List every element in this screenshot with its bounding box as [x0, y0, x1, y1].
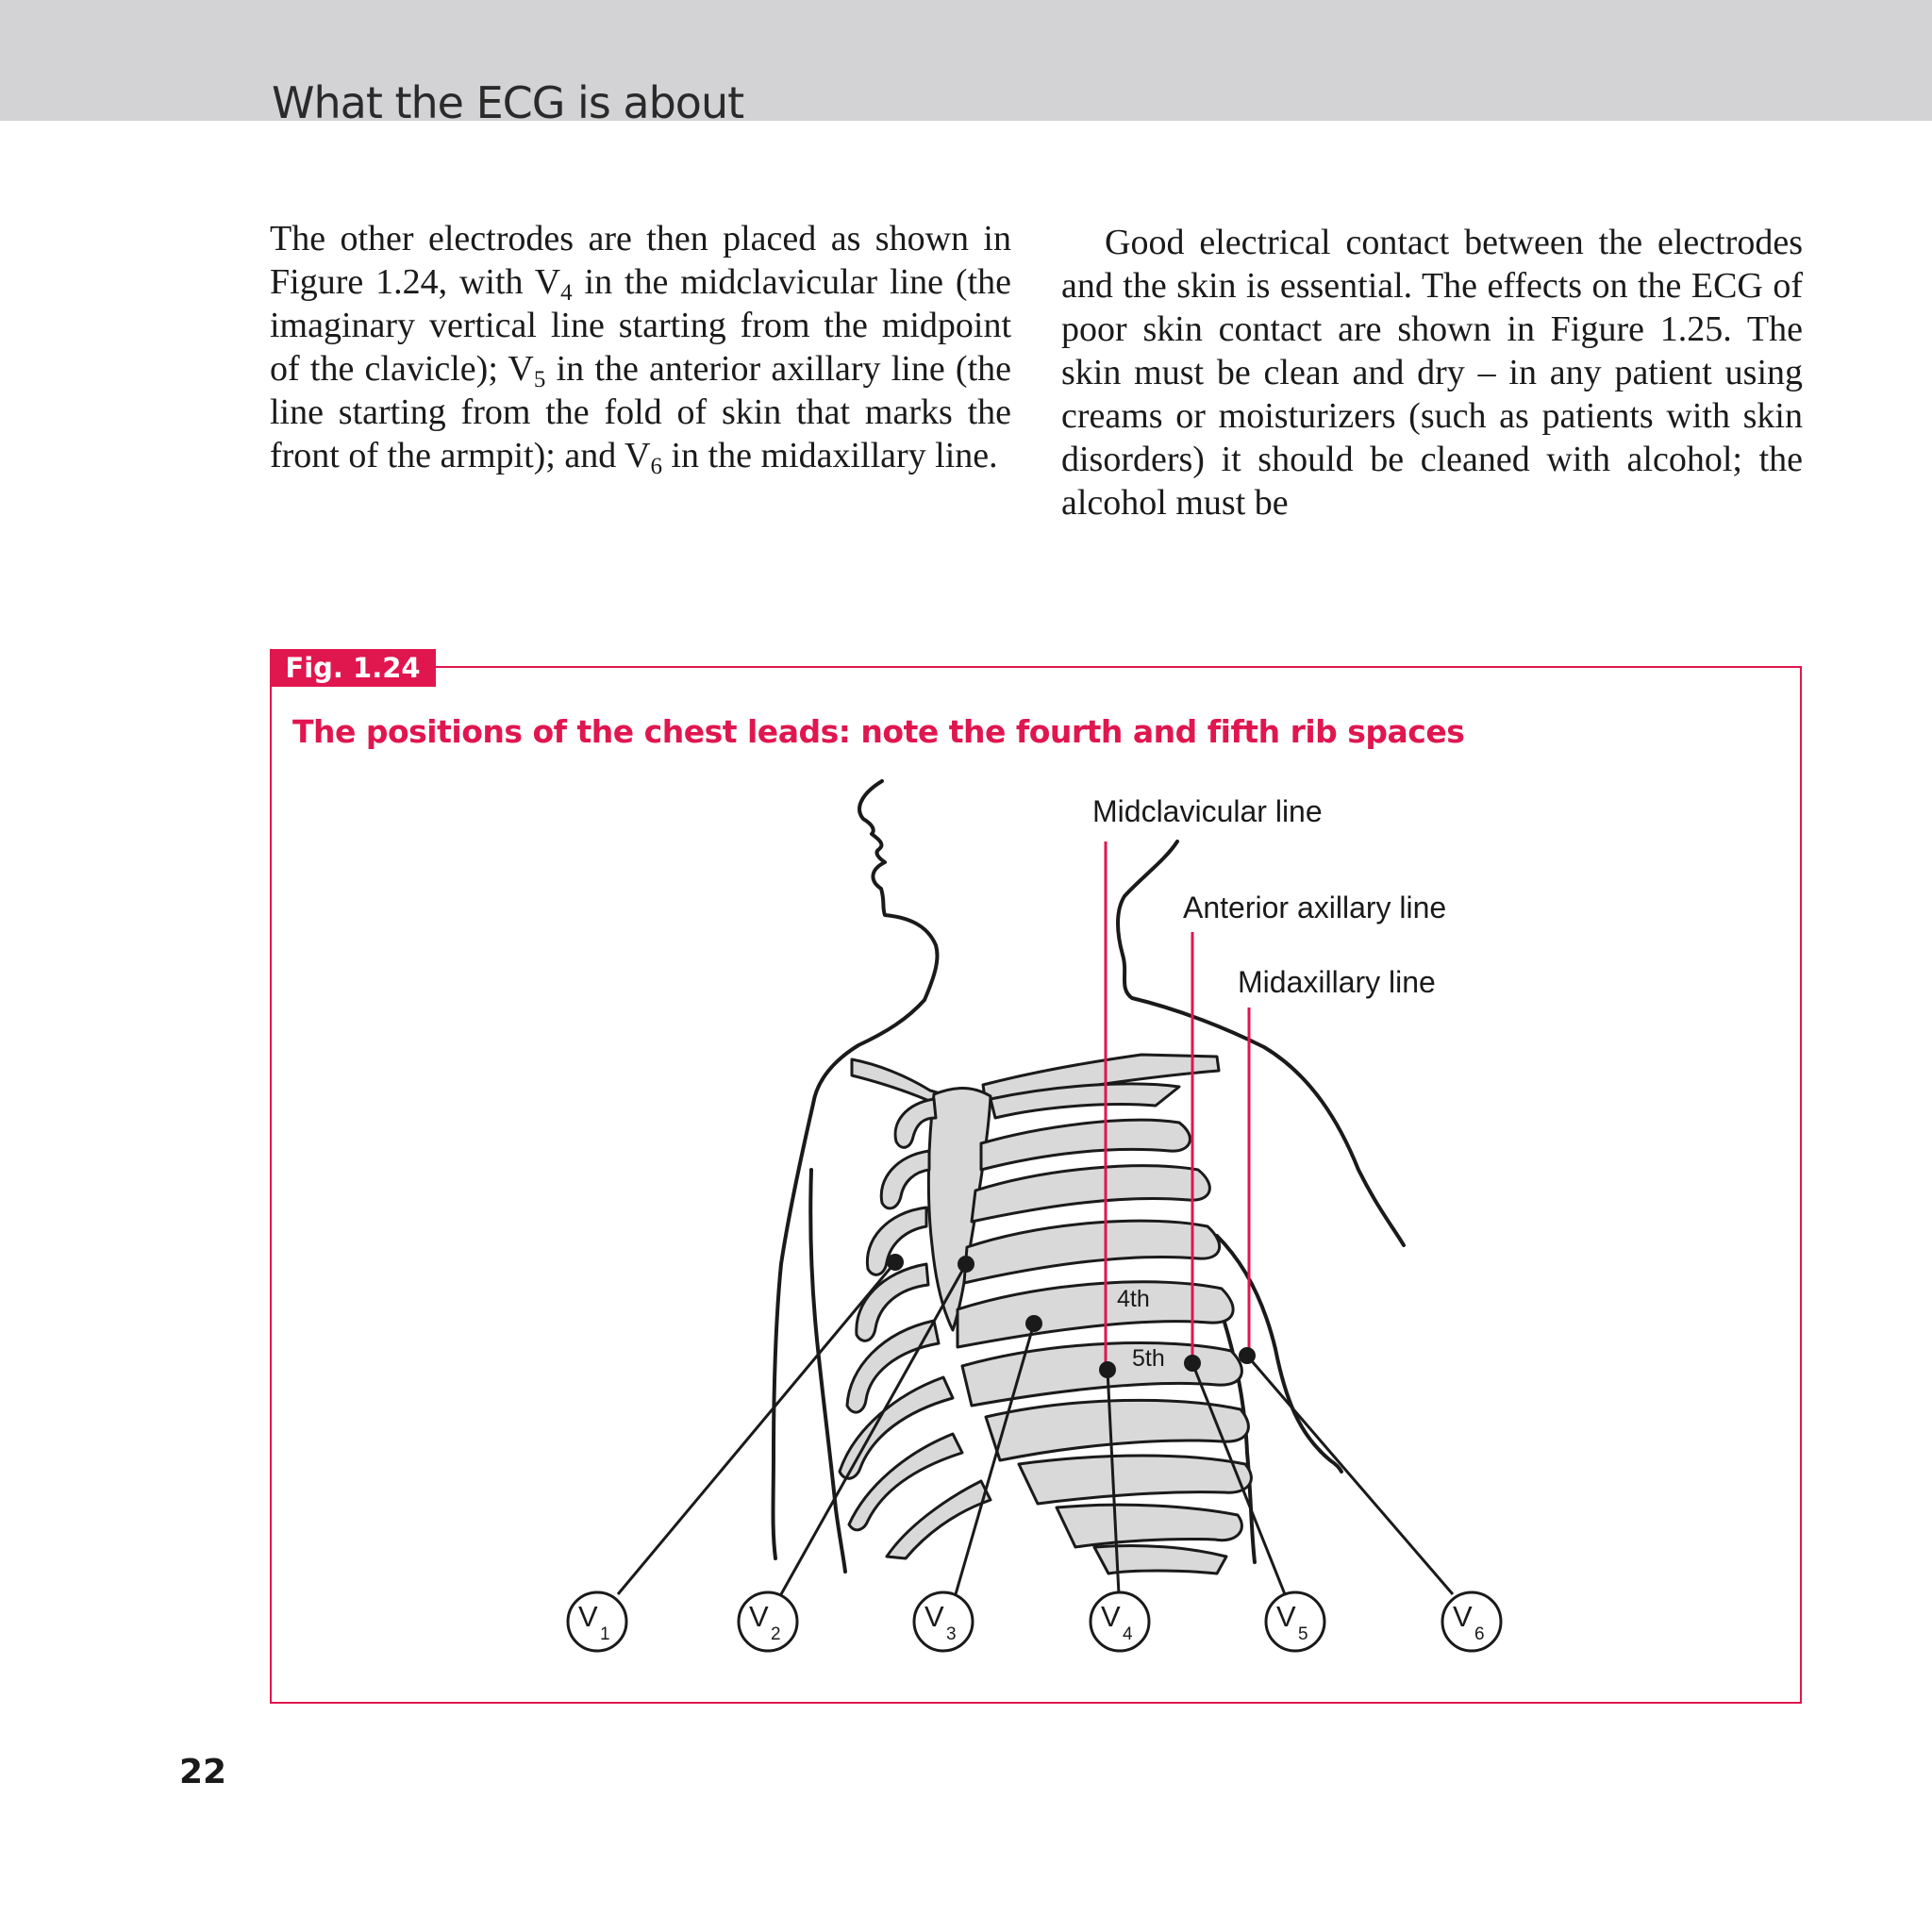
- lead-letter: V: [924, 1600, 944, 1633]
- electrode-v1: [887, 1254, 904, 1271]
- lead-number: 5: [1298, 1624, 1308, 1644]
- rib-left-4: [964, 1221, 1220, 1283]
- lead-number: 3: [946, 1624, 957, 1644]
- lead-label-v1: [568, 1592, 626, 1651]
- fifth-rib-space-label: 5th: [1132, 1345, 1165, 1372]
- midclavicular-line-label: Midclavicular line: [1092, 794, 1323, 828]
- lead-letter: V: [749, 1600, 769, 1633]
- electrode-v6: [1239, 1347, 1256, 1364]
- rib-right-8: [887, 1481, 991, 1558]
- page-number: 22: [179, 1753, 227, 1791]
- lead-number: 2: [771, 1624, 781, 1644]
- running-head: What the ECG is about: [272, 77, 744, 128]
- paragraph-electrode-placement: The other electrodes are then placed as shown in Figure 1.24, with $V_4$ in the midclavicular line (the imaginary vertical line starting from the midpoint of the clavicle); $V_5$ in the anterior axillary line (the line starting from the fold of skin that marks the front of the armpit); and $V_6$ in the midaxillary line.: [270, 219, 1011, 479]
- rib-left-10: [1094, 1545, 1226, 1574]
- rib-left-2: [981, 1120, 1190, 1170]
- lead-number: 4: [1123, 1624, 1133, 1644]
- anterior-axillary-line-label: Anterior axillary line: [1183, 891, 1447, 924]
- electrode-v2: [958, 1256, 974, 1273]
- electrode-v4: [1099, 1361, 1116, 1378]
- clavicle-right: [852, 1059, 943, 1104]
- lead-label-v4: [1091, 1592, 1149, 1651]
- electrode-v5: [1184, 1355, 1201, 1372]
- rib-left-3: [972, 1166, 1209, 1222]
- figure-caption: The positions of the chest leads: note the fourth and fifth rib spaces: [292, 713, 1465, 750]
- lead-label-v5: [1266, 1592, 1324, 1651]
- midaxillary-line-label: Midaxillary line: [1238, 965, 1436, 999]
- lead-number: 1: [600, 1624, 610, 1644]
- lead-letter: V: [1453, 1600, 1473, 1633]
- lead-label-v3: [914, 1592, 973, 1651]
- lead-label-v6: [1442, 1592, 1501, 1651]
- lead-letter: V: [1276, 1600, 1296, 1633]
- lead-letter: V: [1101, 1600, 1121, 1633]
- rib-left-9: [1057, 1505, 1241, 1547]
- electrode-v3: [1025, 1315, 1042, 1332]
- paragraph-skin-contact: Good electrical contact between the electrodes and the skin is essential. The effects on the ECG of poor skin contact are shown in Figure 1.25. The skin must be clean and dry – in any patient using creams or moisturizers (such as patients with skin disorders) it should be cleaned with alcohol; the alcohol must be: [1061, 223, 1803, 523]
- lead-letter: V: [578, 1600, 598, 1633]
- rib-cage: [840, 1055, 1251, 1574]
- rib-left-8: [1019, 1456, 1251, 1504]
- figure-tag: Fig. 1.24: [270, 649, 436, 687]
- lead-labels: [568, 1592, 1501, 1651]
- lead-wire-v1: [618, 1262, 895, 1594]
- rib-left-7: [986, 1400, 1248, 1460]
- lead-number: 6: [1474, 1624, 1485, 1644]
- rib-right-2: [881, 1151, 929, 1208]
- lead-label-v2: [739, 1592, 797, 1651]
- fourth-rib-space-label: 4th: [1117, 1286, 1150, 1312]
- lead-wire-v6: [1247, 1356, 1453, 1594]
